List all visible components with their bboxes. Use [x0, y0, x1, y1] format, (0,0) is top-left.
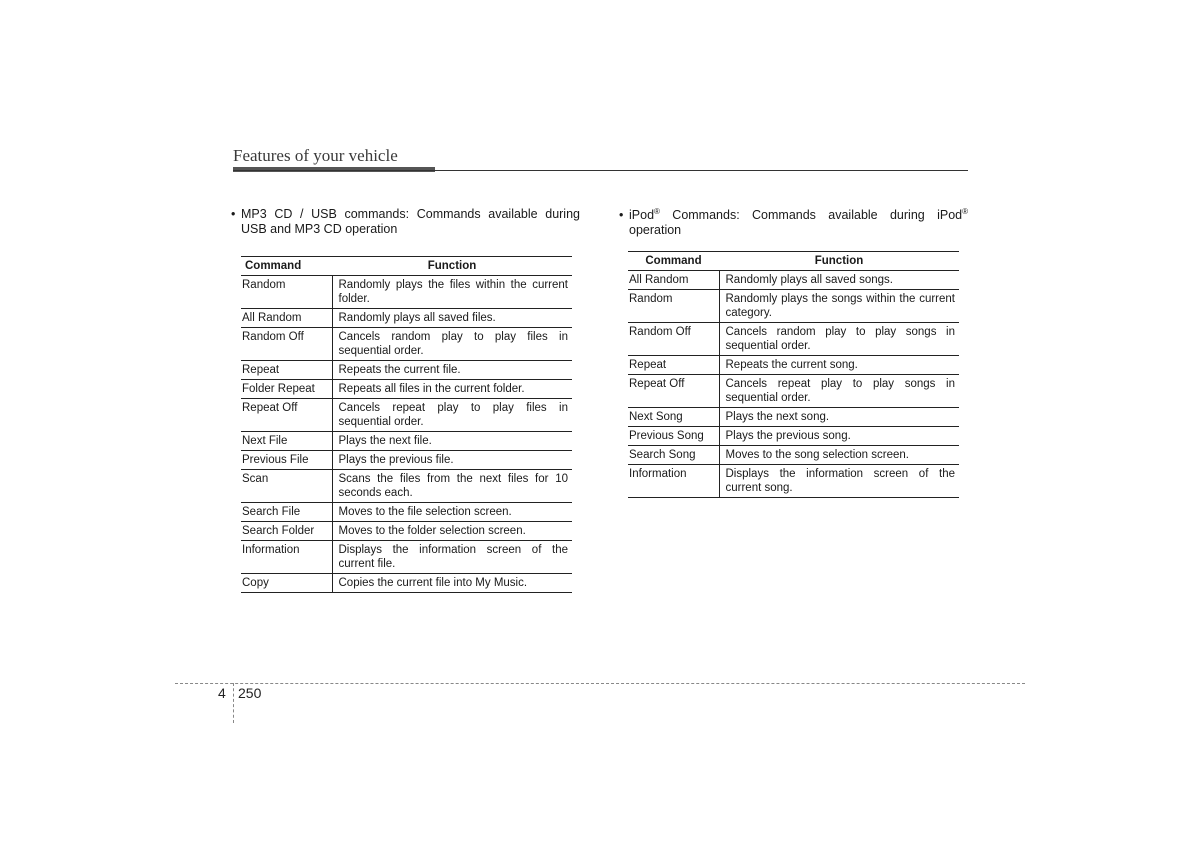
function-cell: Plays the next song. [719, 408, 959, 427]
function-cell: Plays the previous file. [332, 451, 572, 470]
footer-vertical-divider [233, 683, 234, 723]
command-cell: Search File [241, 503, 332, 522]
table-row [628, 408, 959, 427]
table-row [241, 503, 572, 522]
table-row [628, 465, 959, 498]
ipod-intro-part3: operation [629, 223, 682, 237]
table-row [241, 541, 572, 574]
function-cell: Plays the next file. [332, 432, 572, 451]
command-cell: Search Song [628, 446, 719, 465]
function-cell: Copies the current file into My Music. [332, 574, 572, 593]
column-header-function: Function [719, 252, 959, 271]
bullet-icon: • [619, 208, 624, 222]
table-row [241, 328, 572, 361]
table-row [628, 427, 959, 446]
command-cell: Previous Song [628, 427, 719, 446]
table-row [241, 361, 572, 380]
command-cell: Random Off [241, 328, 332, 361]
column-header-command: Command [628, 252, 719, 271]
table-row [628, 290, 959, 323]
table-row [241, 309, 572, 328]
function-cell: Displays the information screen of the current song. [719, 465, 959, 498]
table-row [628, 356, 959, 375]
function-cell: Moves to the song selection screen. [719, 446, 959, 465]
chapter-number: 4 [218, 685, 226, 701]
function-cell: Cancels random play to play songs in sequential order. [719, 323, 959, 356]
table-row [241, 451, 572, 470]
table-row [628, 323, 959, 356]
command-cell: Copy [241, 574, 332, 593]
table-row [628, 375, 959, 408]
command-cell: Scan [241, 470, 332, 503]
table-row [241, 399, 572, 432]
page-header-title: Features of your vehicle [233, 146, 398, 165]
function-cell: Cancels random play to play files in sequential order. [332, 328, 572, 361]
command-cell: All Random [241, 309, 332, 328]
table-header-row [628, 252, 959, 271]
table-row [241, 522, 572, 541]
mp3-usb-intro-text: MP3 CD / USB commands: Commands available during USB and MP3 CD operation [241, 207, 580, 236]
function-cell: Cancels repeat play to play files in sequential order. [332, 399, 572, 432]
command-cell: Next File [241, 432, 332, 451]
column-header-function: Function [332, 257, 572, 276]
function-cell: Cancels repeat play to play songs in sequential order. [719, 375, 959, 408]
command-cell: Folder Repeat [241, 380, 332, 399]
footer-divider [175, 683, 1025, 684]
command-cell: Information [241, 541, 332, 574]
function-cell: Randomly plays the songs within the current category. [719, 290, 959, 323]
header-rule [233, 170, 968, 171]
function-cell: Randomly plays all saved files. [332, 309, 572, 328]
registered-mark: ® [962, 207, 968, 216]
page-number: 250 [238, 685, 262, 701]
column-header-command: Command [241, 257, 332, 276]
command-cell: All Random [628, 271, 719, 290]
table-row [241, 276, 572, 309]
function-cell: Repeats all files in the current folder. [332, 380, 572, 399]
command-cell: Repeat Off [241, 399, 332, 432]
mp3-usb-commands-table [241, 256, 572, 593]
function-cell: Randomly plays all saved songs. [719, 271, 959, 290]
function-cell: Displays the information screen of the current file. [332, 541, 572, 574]
command-cell: Information [628, 465, 719, 498]
command-cell: Random [628, 290, 719, 323]
command-cell: Repeat [241, 361, 332, 380]
function-cell: Randomly plays the files within the current folder. [332, 276, 572, 309]
registered-mark: ® [654, 207, 660, 216]
bullet-icon: • [231, 207, 236, 221]
command-cell: Previous File [241, 451, 332, 470]
command-cell: Random [241, 276, 332, 309]
table-row [241, 380, 572, 399]
mp3-usb-intro [231, 207, 580, 237]
ipod-intro-part2: Commands: Commands available during iPod [659, 208, 963, 222]
function-cell: Moves to the folder selection screen. [332, 522, 572, 541]
function-cell: Repeats the current song. [719, 356, 959, 375]
command-cell: Random Off [628, 323, 719, 356]
function-cell: Moves to the file selection screen. [332, 503, 572, 522]
table-row [241, 574, 572, 593]
command-cell: Next Song [628, 408, 719, 427]
command-cell: Search Folder [241, 522, 332, 541]
table-row [241, 432, 572, 451]
ipod-commands-table [628, 251, 959, 498]
command-cell: Repeat Off [628, 375, 719, 408]
table-row [628, 271, 959, 290]
command-cell: Repeat [628, 356, 719, 375]
function-cell: Plays the previous song. [719, 427, 959, 446]
table-row [628, 446, 959, 465]
table-header-row [241, 257, 572, 276]
ipod-intro-part1: iPod [629, 208, 655, 222]
ipod-intro [619, 207, 968, 238]
table-row [241, 470, 572, 503]
function-cell: Scans the files from the next files for 10 seconds each. [332, 470, 572, 503]
function-cell: Repeats the current file. [332, 361, 572, 380]
